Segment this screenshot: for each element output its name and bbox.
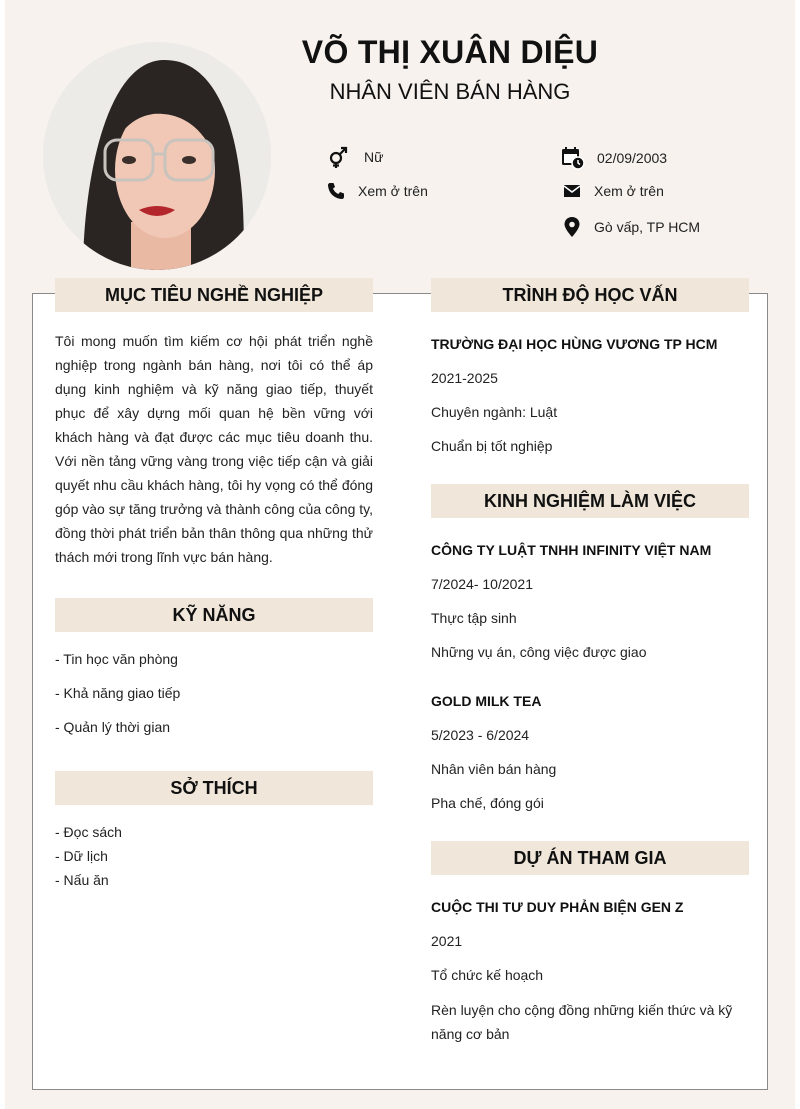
projects-heading: DỰ ÁN THAM GIA: [431, 841, 749, 875]
birthday-info: [561, 146, 667, 170]
candidate-name: VÕ THỊ XUÂN DIỆU: [301, 34, 599, 70]
hobby-item: - Nấu ăn: [55, 872, 109, 888]
education-major: Chuyên ngành: Luật: [431, 404, 558, 420]
job-period: 5/2023 - 6/2024: [431, 727, 530, 743]
birthday-value: 02/09/2003: [597, 150, 668, 166]
phone-value: Xem ở trên: [358, 183, 428, 199]
email-info: [563, 183, 664, 199]
candidate-position: NHÂN VIÊN BÁN HÀNG: [329, 79, 571, 104]
education-heading: TRÌNH ĐỘ HỌC VẤN: [431, 278, 749, 312]
address-info: [564, 217, 700, 237]
skill-item: - Quản lý thời gian: [55, 719, 171, 735]
project-name: CUỘC THI TƯ DUY PHẢN BIỆN GEN Z: [431, 899, 684, 915]
skill-item: - Tin học văn phòng: [55, 651, 178, 667]
job-role: Thực tập sinh: [431, 610, 517, 626]
address-value: Gò vấp, TP HCM: [594, 219, 701, 235]
hobby-item: - Đọc sách: [55, 824, 122, 840]
job-company: CÔNG TY LUẬT TNHH INFINITY VIỆT NAM: [431, 542, 712, 558]
avatar: [43, 42, 271, 270]
education-period: 2021-2025: [431, 370, 498, 386]
objective-heading: MỤC TIÊU NGHỀ NGHIỆP: [55, 278, 373, 312]
skills-heading: KỸ NĂNG: [55, 598, 373, 632]
phone-icon: [327, 182, 345, 200]
job-description: Pha chế, đóng gói: [431, 795, 544, 811]
gender-value: Nữ: [364, 149, 384, 165]
education-status: Chuẩn bị tốt nghiệp: [431, 438, 553, 454]
job-role: Nhân viên bán hàng: [431, 761, 557, 777]
gender-info: [327, 146, 383, 168]
project-year: 2021: [431, 933, 463, 949]
location-pin-icon: [564, 217, 580, 237]
hobbies-heading: SỞ THÍCH: [55, 771, 373, 805]
skill-item: - Khả năng giao tiếp: [55, 685, 181, 701]
education-school: TRƯỜNG ĐẠI HỌC HÙNG VƯƠNG TP HCM: [431, 336, 718, 352]
project-description: Rèn luyện cho cộng đồng những kiến thức và kỹ năng cơ bản: [431, 1002, 733, 1042]
job-description: Những vụ án, công việc được giao: [431, 644, 647, 660]
email-value: Xem ở trên: [594, 183, 664, 199]
envelope-icon: [563, 183, 581, 199]
hobby-item: - Dữ lịch: [55, 848, 108, 864]
phone-info: [327, 182, 428, 200]
project-role: Tổ chức kế hoạch: [431, 967, 544, 983]
gender-icon: [327, 146, 349, 168]
job-company: GOLD MILK TEA: [431, 693, 542, 709]
job-period: 7/2024- 10/2021: [431, 576, 533, 592]
experience-heading: KINH NGHIỆM LÀM VIỆC: [431, 484, 749, 518]
calendar-icon: [561, 146, 585, 170]
objective-text: Tôi mong muốn tìm kiếm cơ hội phát triển nghề nghiệp trong ngành bán hàng, nơi tôi có thể áp dụng kinh nghiệm và kỹ năng giao tiếp, thuyết phục để xây dựng mối quan hệ bền vững với khách hàng và đạt được các mục tiêu doanh thu. Với nền tảng vững vàng trong việc tiếp cận và giải quyết nhu cầu khách hàng, tôi hy vọng có thể đóng góp vào sự tăng trưởng và thành công của công ty, đồng thời phát triển bản thân thông qua những thử thách mới trong lĩnh vực bán hàng.: [55, 333, 373, 565]
